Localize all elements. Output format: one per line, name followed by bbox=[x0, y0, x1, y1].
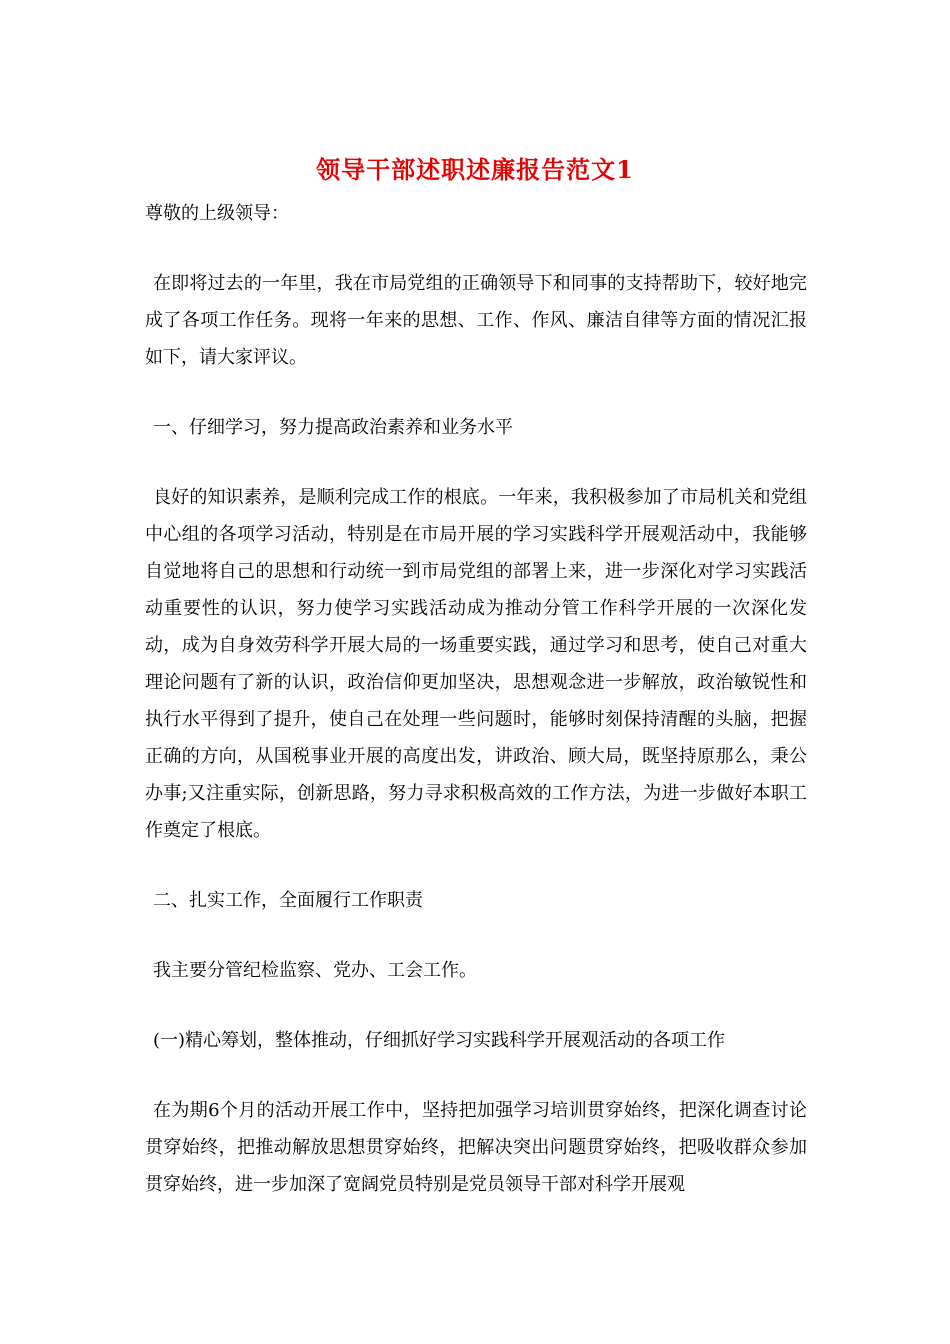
paragraph-activity: 在为期6个月的活动开展工作中，坚持把加强学习培训贯穿始终，把深化调查讨论贯穿始终，把推动解放思想贯穿始终，把解决突出问题贯穿始终，把吸收群众参加贯穿始终，进一步加深了宽阔党员特别是党员领导干部对科学开展观 bbox=[145, 1100, 807, 1195]
section-heading-1: 一、仔细学习，努力提高政治素养和业务水平 bbox=[153, 417, 513, 438]
salutation: 尊敬的上级领导： bbox=[145, 203, 289, 224]
subsection-heading-1: (一)精心筹划，整体推动，仔细抓好学习实践科学开展观活动的各项工作 bbox=[153, 1030, 726, 1051]
document-body bbox=[145, 195, 807, 1203]
paragraph-intro: 在即将过去的一年里，我在市局党组的正确领导下和同事的支持帮助下，较好地完成了各项工作任务。现将一年来的思想、工作、作风、廉洁自律等方面的情况汇报如下，请大家评议。 bbox=[145, 273, 807, 368]
paragraph-study: 良好的知识素养，是顺利完成工作的根底。一年来，我积极参加了市局机关和党组中心组的各项学习活动，特别是在市局开展的学习实践科学开展观活动中，我能够自觉地将自己的思想和行动统一到市局党组的部署上来，进一步深化对学习实践活动重要性的认识，努力使学习实践活动成为推动分管工作科学开展的一次深化发动，成为自身效劳科学开展大局的一场重要实践，通过学习和思考，使自己对重大理论问题有了新的认识，政治信仰更加坚决，思想观念进一步解放，政治敏锐性和执行水平得到了提升，使自己在处理一些问题时，能够时刻保持清醒的头脑，把握正确的方向，从国税事业开展的高度出发，讲政治、顾大局，既坚持原那么，秉公办事;又注重实际，创新思路，努力寻求积极高效的工作方法，为进一步做好本职工作奠定了根底。 bbox=[145, 487, 807, 841]
paragraph-duties: 我主要分管纪检监察、党办、工会工作。 bbox=[153, 960, 477, 981]
section-heading-2: 二、扎实工作，全面履行工作职责 bbox=[153, 890, 423, 911]
document-title: 领导干部述职述廉报告范文1 bbox=[316, 155, 634, 184]
